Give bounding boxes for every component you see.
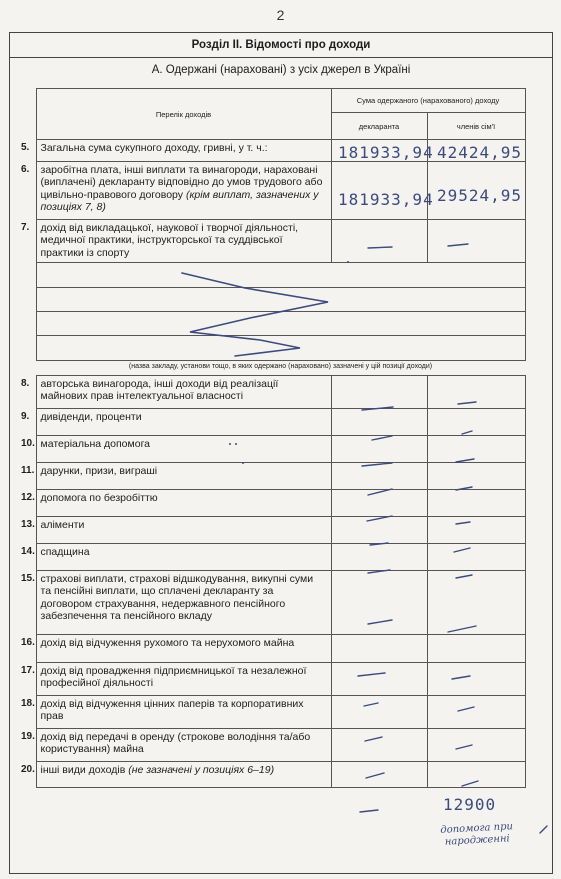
col-income-list-header: Перелік доходів — [36, 89, 331, 140]
dash-mark — [362, 407, 393, 410]
ink-dot — [347, 261, 349, 263]
dash-mark — [358, 673, 385, 676]
handwritten-note: допомога при народженні — [440, 821, 514, 848]
dash-mark — [365, 737, 382, 741]
dash-mark — [368, 489, 392, 495]
ink-dot — [242, 462, 244, 464]
dash-mark — [458, 402, 476, 404]
row6-declarant-value: 181933,94 — [338, 190, 434, 209]
dash-mark — [360, 810, 378, 812]
table-row: 16. дохід від відчуження рухомого та нерухомого майна — [9, 635, 553, 663]
table-row: 12. допомога по безробіттю — [9, 490, 553, 517]
dash-mark — [370, 543, 388, 545]
dash-mark — [448, 244, 468, 246]
table-row: 10. матеріальна допомога — [9, 436, 553, 463]
dash-mark — [452, 676, 470, 679]
dash-mark — [368, 570, 390, 573]
table-row: 14. спадщина — [9, 544, 553, 571]
dash-mark — [448, 626, 476, 632]
table-row: 6. заробітна плата, інші виплати та винагороди, нараховані (виплачені) декларанту відповідно до умов трудового або цивільно-правового договору (крім виплат, зазначених у позиціях 7, 8) — [9, 162, 553, 220]
row20-family-value: 12900 — [443, 795, 497, 814]
table-row: 8. авторська винагорода, інші доходи від реалізації майнових прав інтелектуальної власності — [9, 376, 553, 409]
dash-mark — [462, 781, 478, 786]
dash-mark — [540, 826, 547, 833]
dash-mark — [372, 436, 392, 440]
dash-mark — [462, 431, 472, 434]
dash-mark — [456, 487, 472, 490]
table-row: 9. дивіденди, проценти — [9, 409, 553, 436]
dash-mark — [367, 516, 392, 521]
table-row: 17. дохід від провадження підприємницької та незалежної професійної діяльності — [9, 663, 553, 696]
subsection-title: А. Одержані (нараховані) з усіх джерел в Україні — [151, 64, 411, 76]
col-family-header: членів сім'ї — [427, 113, 525, 140]
table-row: 5. Загальна сума сукупного доходу, гривні, у т. ч.: — [9, 140, 553, 162]
dash-mark — [368, 620, 392, 624]
col-declarant-header: декларанта — [331, 113, 427, 140]
ink-dot — [235, 443, 237, 445]
strike-through-mark — [182, 273, 328, 356]
row5-family-value: 42424,95 — [437, 143, 523, 162]
table-row: 19. дохід від передачі в оренду (строкове володіння та/або користування) майна — [9, 729, 553, 762]
row5-declarant-value: 181933,94 — [338, 143, 434, 162]
dash-mark — [456, 459, 474, 462]
table-row: 18. дохід від відчуження цінних паперів та корпоративних прав — [9, 696, 553, 729]
dash-mark — [456, 745, 472, 749]
dash-mark — [364, 703, 378, 706]
dash-mark — [458, 707, 474, 711]
dash-mark — [454, 548, 470, 552]
row6-family-value: 29524,95 — [437, 186, 523, 205]
dash-mark — [456, 575, 472, 578]
table-row: 15. страхові виплати, страхові відшкодування, викупні суми та пенсійні виплати, що сплачені декларанту за договором страхування, недержавного пенсійного забезпечення та пенсійного вкладу — [9, 571, 553, 635]
table-row: 11. дарунки, призи, виграші — [9, 463, 553, 490]
section-title: Розділ ІІ. Відомості про доходи — [9, 32, 553, 58]
dash-mark — [362, 463, 392, 466]
dash-mark — [368, 247, 392, 248]
dash-mark — [366, 773, 384, 778]
dash-mark — [456, 522, 470, 524]
table-row: 7. дохід від викладацької, наукової і творчої діяльності, медичної практики, інструкторської та суддівської практики із спорту — [9, 220, 553, 263]
page-number: 2 — [276, 7, 285, 23]
table-row: 13. аліменти — [9, 517, 553, 544]
col-amount-header: Сума одержаного (нарахованого) доходу — [331, 89, 525, 113]
table-row: 20. інші види доходів (не зазначені у позиціях 6–19) — [9, 762, 553, 788]
ink-dot — [229, 443, 231, 445]
institution-note: (назва закладу, установи тощо, в яких одержано (нараховано) зазначені у цій позиції доходи) — [128, 363, 433, 370]
